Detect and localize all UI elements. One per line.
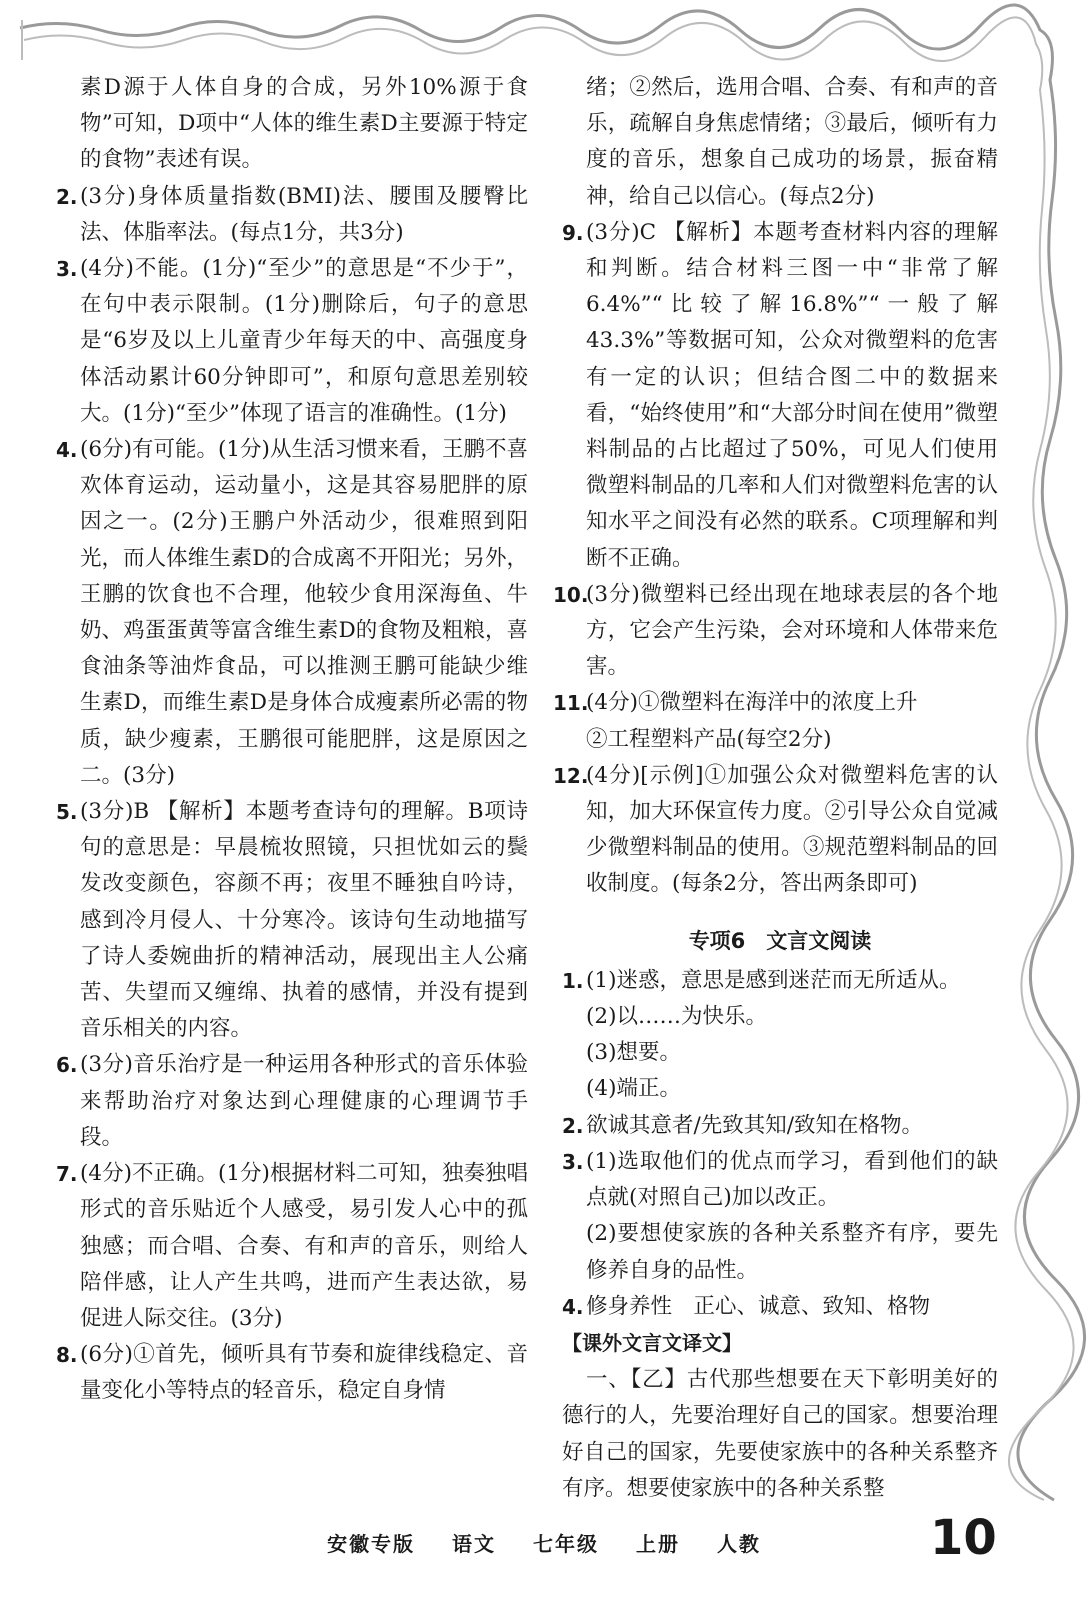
answer-item — [56, 432, 528, 794]
page-number: 10 — [930, 1510, 997, 1566]
translation-label: 【课外文言文译文】 — [562, 1330, 742, 1355]
answer-text: (2)以……为快乐。 — [586, 1004, 767, 1030]
answer-item — [562, 1289, 998, 1325]
right-answers — [553, 70, 998, 903]
footer-subject: 语文 — [452, 1532, 497, 1556]
answer-item — [56, 70, 528, 179]
answer-item — [562, 1216, 998, 1288]
answer-text: (3分)微塑料已经出现在地球表层的各个地方，它会产生污染，会对环境和人体带来危害。 — [586, 581, 998, 680]
question-number: 6. — [56, 1053, 78, 1078]
answer-text: (1)迷惑，意思是感到迷茫而无所适从。 — [586, 967, 961, 993]
left-column — [56, 70, 528, 1410]
answer-item — [56, 179, 528, 251]
answer-item — [562, 1144, 998, 1216]
answer-item — [56, 1047, 528, 1156]
question-number: 3. — [562, 1149, 584, 1174]
answer-item — [562, 1108, 998, 1144]
answer-text: 欲诚其意者/先致其知/致知在格物。 — [586, 1112, 923, 1138]
question-number: 8. — [56, 1343, 78, 1368]
answer-text: ②工程塑料产品(每空2分) — [586, 726, 832, 752]
answer-text: (4分)不能。(1分)“至少”的意思是“不少于”，在句中表示限制。(1分)删除后，句子的意思是“6岁及以上儿童青少年每天的中、高强度身体活动累计60分钟即可”，和原句意思差别较大。(1分)“至少”体现了语言的准确性。(1分) — [80, 256, 528, 426]
question-number: 11. — [553, 691, 589, 716]
answer-text: (1)选取他们的优点而学习，看到他们的缺点就(对照自己)加以改正。 — [586, 1148, 998, 1211]
footer-edition: 安徽专版 — [327, 1532, 416, 1556]
footer-publisher: 人教 — [716, 1532, 761, 1556]
section-answers — [562, 963, 998, 1325]
answer-item — [562, 215, 998, 577]
section-title: 专项6 文言文阅读 — [688, 928, 872, 953]
answer-item — [553, 685, 998, 721]
answer-item — [562, 722, 998, 758]
translation-text: 一、【乙】古代那些想要在天下彰明美好的德行的人，先要治理好自己的国家。想要治理好自己的国家，先要使家族中的各种关系整齐有序。想要使家族中的各种关系整 — [562, 1367, 998, 1501]
question-number: 1. — [562, 968, 584, 993]
answer-item — [56, 794, 528, 1047]
footer-grade: 七年级 — [533, 1532, 599, 1556]
answer-item — [562, 70, 998, 215]
question-number: 3. — [56, 257, 78, 282]
answer-text: (4分)①微塑料在海洋中的浓度上升 — [586, 690, 918, 716]
question-number: 5. — [56, 800, 78, 825]
answer-text: (6分)有可能。(1分)从生活习惯来看，王鹏不喜欢体育运动，运动量小，这是其容易肥胖的原因之一。(2分)王鹏户外活动少，很难照到阳光，而人体维生素D的合成离不开阳光；另外，王鹏的饮食也不合理，他较少食用深海鱼、牛奶、鸡蛋蛋黄等富含维生素D的食物及粗粮，喜食油条等油炸食品，可以推测王鹏可能缺少维生素D，而维生素D是身体合成瘦素所必需的物质，缺少瘦素，王鹏很可能肥胖，这是原因之二。(3分) — [80, 437, 528, 788]
answer-item — [56, 1337, 528, 1409]
answer-text: 素D源于人体自身的合成，另外10%源于食物”可知，D项中“人体的维生素D主要源于特定的食物”表述有误。 — [80, 75, 528, 173]
answer-item — [562, 1071, 998, 1107]
answer-item — [553, 758, 998, 903]
answer-text: (3分)C 【解析】本题考查材料内容的理解和判断。结合材料三图一中“非常了解6.4%”“比较了解16.8%”“一般了解43.3%”等数据可知，公众对微塑料的危害有一定的认识；但结合图二中的数据来看，“始终使用”和“大部分时间在使用”微塑料制品的占比超过了50%，可见人们使用微塑料制品的几率和人们对微塑料危害的认知水平之间没有必然的联系。C项理解和判断不正确。 — [586, 219, 998, 571]
footer-volume: 上册 — [635, 1532, 680, 1556]
answer-item — [562, 963, 998, 999]
answer-item — [562, 999, 998, 1035]
answer-text: (2)要想使家族的各种关系整齐有序，要先修养自身的品性。 — [586, 1221, 998, 1283]
question-number: 4. — [562, 1294, 584, 1319]
answer-text: 绪；②然后，选用合唱、合奏、有和声的音乐，疏解自身焦虑情绪；③最后，倾听有力度的音乐，想象自己成功的场景，振奋精神，给自己以信心。(每点2分) — [586, 75, 998, 209]
answer-item — [56, 251, 528, 432]
page-footer — [0, 1528, 1088, 1557]
answer-text: 修身养性 正心、诚意、致知、格物 — [586, 1293, 931, 1319]
answer-text: (3分)身体质量指数(BMI)法、腰围及腰臀比法、体脂率法。(每点1分，共3分) — [80, 183, 528, 245]
answer-text: (3)想要。 — [586, 1040, 681, 1066]
question-number: 4. — [56, 438, 78, 463]
answer-text: (4分)[示例]①加强公众对微塑料危害的认知，加大环保宣传力度。②引导公众自觉减少微塑料制品的使用。③规范塑料制品的回收制度。(每条2分，答出两条即可) — [586, 762, 998, 897]
question-number: 10. — [553, 582, 589, 607]
answer-item — [56, 1156, 528, 1337]
answer-text: (4)端正。 — [586, 1076, 681, 1102]
answer-item — [553, 577, 998, 686]
question-number: 2. — [56, 184, 78, 209]
answer-text: (6分)①首先，倾听具有节奏和旋律线稳定、音量变化小等特点的轻音乐，稳定自身情 — [80, 1342, 528, 1404]
question-number: 2. — [562, 1113, 584, 1138]
answer-text: (3分)B 【解析】本题考查诗句的理解。B项诗句的意思是：早晨梳妆照镜，只担忧如云的鬓发改变颜色，容颜不再；夜里不睡独自吟诗，感到冷月侵人、十分寒冷。该诗句生动地描写了诗人委婉曲折的精神活动，展现出主人公痛苦、失望而又缠绵、执着的感情，并没有提到音乐相关的内容。 — [80, 799, 528, 1042]
answer-item — [562, 1035, 998, 1071]
answer-text: (3分)音乐治疗是一种运用各种形式的音乐体验来帮助治疗对象达到心理健康的心理调节手段。 — [80, 1052, 528, 1150]
question-number: 9. — [562, 220, 584, 245]
right-column — [553, 70, 998, 1507]
question-number: 7. — [56, 1162, 78, 1187]
answer-text: (4分)不正确。(1分)根据材料二可知，独奏独唱形式的音乐贴近个人感受，易引发人心中的孤独感；而合唱、合奏、有和声的音乐，则给人陪伴感，让人产生共鸣，进而产生表达欲，易促进人际交往。(3分) — [80, 1161, 528, 1331]
question-number: 12. — [553, 763, 589, 788]
